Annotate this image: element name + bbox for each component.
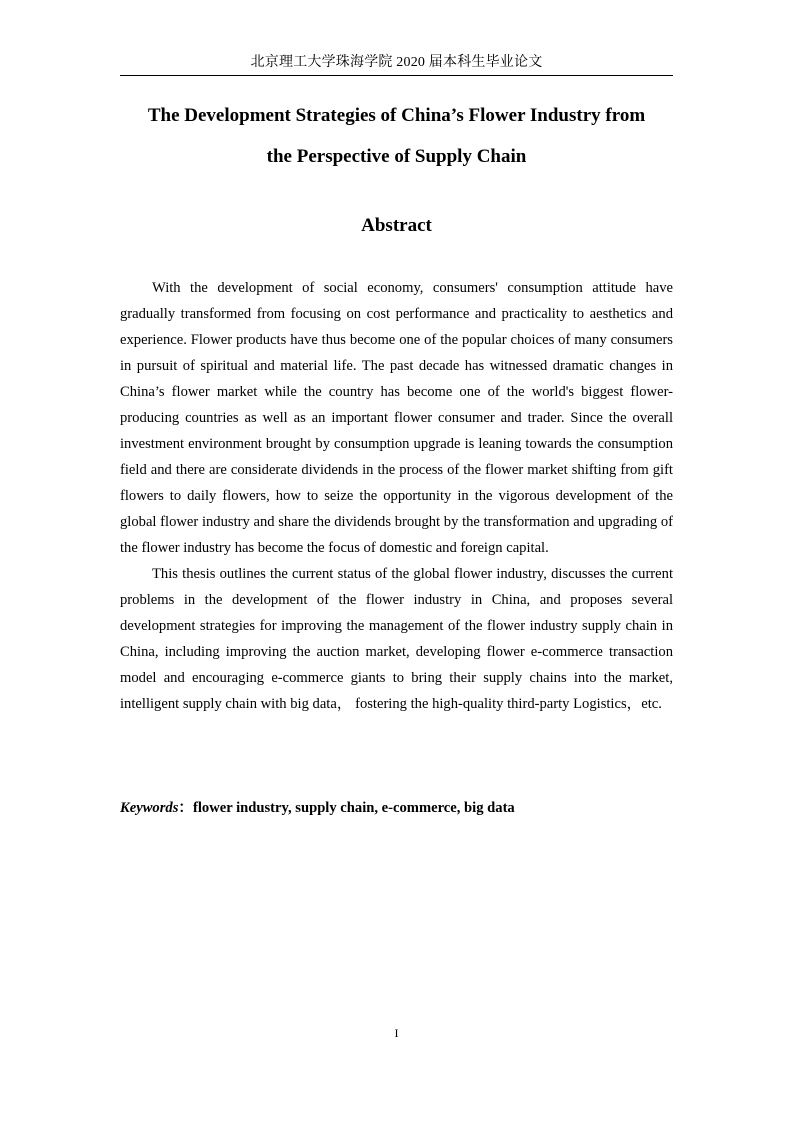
thesis-title-line-1: The Development Strategies of China’s Flower Industry from <box>147 105 646 126</box>
keywords-separator: ： <box>178 800 193 816</box>
abstract-paragraph-2: This thesis outlines the current status of the global flower industry, discusses the current problems in the development of the flower industry in China, and proposes several development strategies for improving the management of the flower industry supply chain in China, including improving the auction market, developing flower e-commerce transaction model and encouraging e-commerce giants to bring their supply chains into the market, intelligent supply chain with big data， fostering the high-quality third-party Logistics，etc. <box>120 566 673 712</box>
header-rule <box>120 75 673 76</box>
page-number: I <box>394 1026 399 1040</box>
abstract-heading: Abstract <box>361 215 432 236</box>
running-header: 北京理工大学珠海学院 2020 届本科生毕业论文 <box>250 55 543 70</box>
keywords-label: Keywords <box>120 800 179 816</box>
abstract-body <box>120 275 673 717</box>
thesis-title-line-2: the Perspective of Supply Chain <box>266 146 527 167</box>
keywords-line <box>120 797 673 819</box>
abstract-paragraph-1: With the development of social economy, consumers' consumption attitude have gradually transformed from focusing on cost performance and practicality to aesthetics and experience. Flower products have thus become one of the popular choices of many consumers in pursuit of spiritual and material life. The past decade has witnessed dramatic changes in China’s flower market while the country has become one of the world's biggest flower-producing countries as well as an important flower consumer and trader. Since the overall investment environment brought by consumption upgrade is leaning towards the consumption field and there are considerate dividends in the process of the flower market shifting from gift flowers to daily flowers, how to seize the opportunity in the vigorous development of the global flower industry and share the dividends brought by the transformation and upgrading of the flower industry has become the focus of domestic and foreign capital. <box>120 280 673 556</box>
keywords-value: flower industry, supply chain, e-commerce, big data <box>192 800 515 816</box>
